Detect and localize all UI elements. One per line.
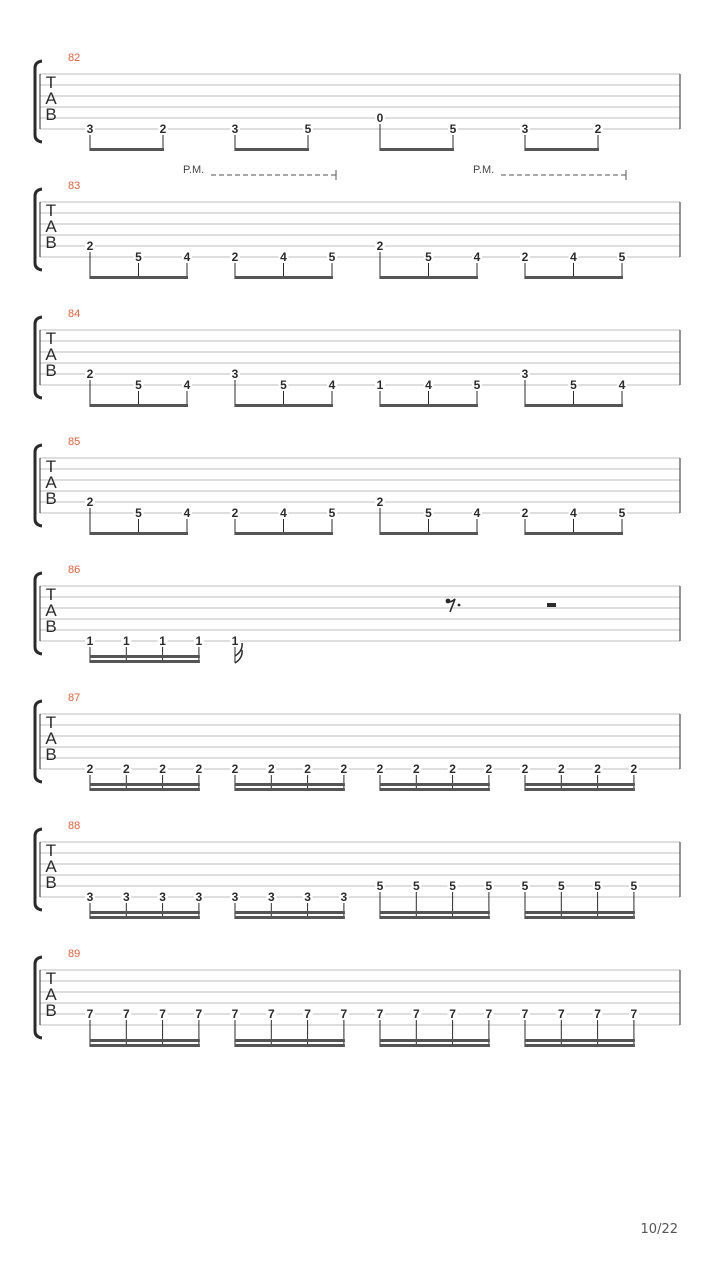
fret-number: 1 <box>195 634 203 648</box>
fret-number: 5 <box>280 378 287 392</box>
fret-number: 2 <box>195 762 203 776</box>
measure-number: 84 <box>68 308 81 320</box>
note-group <box>230 122 313 151</box>
note-group <box>85 762 204 791</box>
fret-number: 7 <box>449 1007 456 1021</box>
note-group <box>230 1007 349 1047</box>
fret-number: 1 <box>376 378 384 392</box>
tab-clef-letter: B <box>45 233 57 252</box>
fret-number: 1 <box>231 634 239 648</box>
tab-system <box>35 820 680 919</box>
fret-number: 4 <box>183 506 191 520</box>
fret-number: 7 <box>376 1007 384 1021</box>
fret-number: 4 <box>280 250 287 264</box>
measure-number: 82 <box>68 52 81 64</box>
measure-number: 89 <box>68 948 81 960</box>
system-bracket <box>35 573 42 654</box>
tab-clef-letter: A <box>45 89 57 108</box>
fret-number: 3 <box>159 890 166 904</box>
note-group <box>520 762 639 791</box>
fret-number: 2 <box>231 506 239 520</box>
fret-number: 5 <box>485 879 493 893</box>
tab-system <box>35 948 680 1047</box>
system-bracket <box>35 189 42 270</box>
fret-number: 5 <box>425 250 432 264</box>
fret-number: 5 <box>135 506 142 520</box>
fret-number: 7 <box>122 1007 130 1021</box>
fret-number: 5 <box>618 506 626 520</box>
fret-number: 5 <box>449 879 456 893</box>
fret-number: 5 <box>630 879 638 893</box>
tab-clef-letter: B <box>45 617 57 636</box>
beam <box>525 1039 635 1042</box>
tab-clef-letter: A <box>45 985 57 1004</box>
beam <box>90 655 200 658</box>
fret-number: 7 <box>630 1007 638 1021</box>
system-bracket <box>35 445 42 526</box>
measure-number: 88 <box>68 820 81 832</box>
fret-number: 7 <box>594 1007 601 1021</box>
beam <box>525 1044 635 1047</box>
fret-number: 4 <box>618 378 626 392</box>
rest-dot <box>458 604 461 607</box>
fret-number: 2 <box>159 762 166 776</box>
tab-clef-letter: T <box>45 457 57 476</box>
fret-number: 3 <box>304 890 311 904</box>
beam <box>90 1044 200 1047</box>
measure-number: 86 <box>68 564 81 576</box>
beam <box>525 532 623 535</box>
fret-number: 0 <box>376 111 384 125</box>
tab-clef-letter: B <box>45 745 57 764</box>
fret-number: 4 <box>425 378 432 392</box>
fret-number: 2 <box>231 250 239 264</box>
note-group <box>520 122 603 151</box>
tab-clef-letter: T <box>45 201 57 220</box>
note-group <box>375 1007 494 1047</box>
fret-number: 2 <box>630 762 638 776</box>
beam <box>90 783 200 786</box>
tab-clef-letter: A <box>45 601 57 620</box>
beam <box>90 916 200 919</box>
fret-number: 2 <box>376 762 384 776</box>
note-group <box>230 762 349 791</box>
note-group <box>85 890 204 919</box>
beam <box>90 404 188 407</box>
fret-number: 2 <box>594 122 602 136</box>
fret-number: 5 <box>328 250 336 264</box>
system-bracket <box>35 701 42 782</box>
note-group <box>375 239 482 279</box>
note-group <box>520 1007 639 1047</box>
beam <box>235 404 333 407</box>
fret-number: 2 <box>376 495 384 509</box>
fret-number: 4 <box>183 250 191 264</box>
fret-number: 7 <box>231 1007 239 1021</box>
fret-number: 5 <box>521 879 529 893</box>
beam <box>380 911 490 914</box>
fret-number: 7 <box>304 1007 311 1021</box>
fret-number: 4 <box>473 250 481 264</box>
beam <box>235 911 345 914</box>
note-group <box>375 762 494 791</box>
fret-number: 4 <box>328 378 336 392</box>
tab-system <box>35 692 680 791</box>
note-group <box>230 890 349 919</box>
beam <box>90 660 200 663</box>
note-group <box>85 1007 204 1047</box>
palm-mute <box>473 164 626 180</box>
fret-number: 4 <box>473 506 481 520</box>
beam <box>380 916 490 919</box>
fret-number: 5 <box>594 879 601 893</box>
note-group <box>230 506 337 535</box>
beam <box>525 916 635 919</box>
fret-number: 3 <box>231 367 239 381</box>
fret-number: 3 <box>267 890 275 904</box>
fret-number: 7 <box>340 1007 348 1021</box>
fret-number: 1 <box>122 634 130 648</box>
beam <box>235 1044 345 1047</box>
fret-number: 7 <box>521 1007 529 1021</box>
beam <box>235 788 345 791</box>
fret-number: 2 <box>376 239 384 253</box>
fret-number: 2 <box>485 762 493 776</box>
tab-clef-letter: B <box>45 361 57 380</box>
fret-number: 4 <box>570 506 577 520</box>
beam <box>235 532 333 535</box>
fret-number: 2 <box>594 762 601 776</box>
fret-number: 2 <box>86 762 94 776</box>
tab-clef-letter: T <box>45 329 57 348</box>
beam <box>90 788 200 791</box>
beam <box>380 148 454 151</box>
fret-number: 5 <box>135 378 142 392</box>
note-group <box>520 367 627 407</box>
note-group <box>375 495 482 535</box>
measure-number: 85 <box>68 436 81 448</box>
beam <box>90 911 200 914</box>
beam <box>525 276 623 279</box>
tab-system <box>35 308 680 407</box>
system-bracket <box>35 317 42 398</box>
fret-number: 7 <box>86 1007 94 1021</box>
tab-system <box>35 164 680 279</box>
beam <box>380 783 490 786</box>
beam <box>235 783 345 786</box>
beam <box>525 911 635 914</box>
note-group <box>230 367 337 407</box>
fret-number: 5 <box>449 122 457 136</box>
tab-system <box>35 564 680 663</box>
fret-number: 3 <box>231 122 239 136</box>
fret-number: 7 <box>159 1007 166 1021</box>
fret-number: 5 <box>376 879 384 893</box>
beam <box>525 788 635 791</box>
fret-number: 3 <box>122 890 130 904</box>
note-group <box>520 879 639 919</box>
beam <box>525 404 623 407</box>
fret-number: 3 <box>521 122 529 136</box>
beam <box>380 532 478 535</box>
tab-clef-letter: A <box>45 729 57 748</box>
fret-number: 3 <box>86 122 94 136</box>
fret-number: 3 <box>231 890 239 904</box>
fret-number: 4 <box>280 506 287 520</box>
beam <box>235 1039 345 1042</box>
system-bracket <box>35 829 42 910</box>
dotted-eighth-rest <box>446 599 461 612</box>
measure-number: 83 <box>68 180 81 192</box>
palm-mute <box>183 164 336 180</box>
tab-clef-letter: A <box>45 345 57 364</box>
fret-number: 2 <box>86 495 94 509</box>
beam <box>380 788 490 791</box>
note-group <box>85 367 192 407</box>
fret-number: 2 <box>231 762 239 776</box>
note-group <box>85 122 168 151</box>
fret-number: 2 <box>340 762 348 776</box>
beam <box>235 148 309 151</box>
half-rest <box>547 603 556 607</box>
fret-number: 2 <box>521 506 529 520</box>
beam <box>235 916 345 919</box>
fret-number: 5 <box>328 506 336 520</box>
tab-clef-letter: A <box>45 473 57 492</box>
fret-number: 2 <box>86 367 94 381</box>
note-group <box>520 506 627 535</box>
tab-clef-letter: T <box>45 841 57 860</box>
tab-clef-letter: T <box>45 969 57 988</box>
beam <box>380 404 478 407</box>
measure-number: 87 <box>68 692 81 704</box>
beam <box>90 1039 200 1042</box>
tab-clef-letter: T <box>45 73 57 92</box>
beam <box>380 276 478 279</box>
beam <box>90 148 164 151</box>
tab-clef-letter: A <box>45 857 57 876</box>
tab-clef-letter: T <box>45 585 57 604</box>
fret-number: 5 <box>412 879 420 893</box>
fret-number: 2 <box>267 762 275 776</box>
fret-number: 5 <box>304 122 312 136</box>
fret-number: 7 <box>195 1007 203 1021</box>
fret-number: 2 <box>304 762 311 776</box>
fret-number: 7 <box>485 1007 493 1021</box>
palm-mute-label: P.M. <box>473 164 495 176</box>
fret-number: 2 <box>86 239 94 253</box>
fret-number: 7 <box>267 1007 275 1021</box>
note-group <box>85 634 204 663</box>
fret-number: 5 <box>473 378 481 392</box>
beam <box>380 1044 490 1047</box>
note-group <box>375 111 458 151</box>
fret-number: 2 <box>521 762 529 776</box>
note-group <box>375 879 494 919</box>
fret-number: 3 <box>340 890 348 904</box>
tab-clef-letter: A <box>45 217 57 236</box>
tab-system <box>35 436 680 535</box>
fret-number: 5 <box>618 250 626 264</box>
fret-number: 7 <box>412 1007 420 1021</box>
note-group <box>85 239 192 279</box>
tab-clef-letter: B <box>45 1001 57 1020</box>
fret-number: 2 <box>412 762 420 776</box>
tab-clef-letter: B <box>45 105 57 124</box>
fret-number: 2 <box>521 250 529 264</box>
fret-number: 5 <box>570 378 577 392</box>
beam <box>90 276 188 279</box>
beam <box>525 148 599 151</box>
fret-number: 3 <box>86 890 94 904</box>
fret-number: 2 <box>159 122 167 136</box>
fret-number: 5 <box>135 250 142 264</box>
palm-mute-label: P.M. <box>183 164 205 176</box>
fret-number: 2 <box>122 762 130 776</box>
fret-number: 1 <box>86 634 94 648</box>
fret-number: 3 <box>521 367 529 381</box>
fret-number: 2 <box>449 762 456 776</box>
tab-system <box>35 52 680 151</box>
fret-number: 2 <box>557 762 565 776</box>
beam <box>235 276 333 279</box>
system-bracket <box>35 61 42 142</box>
tab-clef-letter: T <box>45 713 57 732</box>
fret-number: 4 <box>570 250 577 264</box>
fret-number: 3 <box>195 890 203 904</box>
fret-number: 7 <box>557 1007 565 1021</box>
tab-clef-letter: B <box>45 873 57 892</box>
note-group <box>85 495 192 535</box>
fret-number: 5 <box>557 879 565 893</box>
note-group <box>375 378 482 407</box>
fret-number: 5 <box>425 506 432 520</box>
note-group <box>520 250 627 279</box>
fret-number: 1 <box>159 634 166 648</box>
beam <box>380 1039 490 1042</box>
note-group <box>230 250 337 279</box>
tab-clef-letter: B <box>45 489 57 508</box>
page-number: 10/22 <box>640 1222 678 1237</box>
note-group <box>230 634 242 663</box>
system-bracket <box>35 957 42 1038</box>
fret-number: 4 <box>183 378 191 392</box>
beam <box>90 532 188 535</box>
note-flag <box>235 650 242 663</box>
beam <box>525 783 635 786</box>
